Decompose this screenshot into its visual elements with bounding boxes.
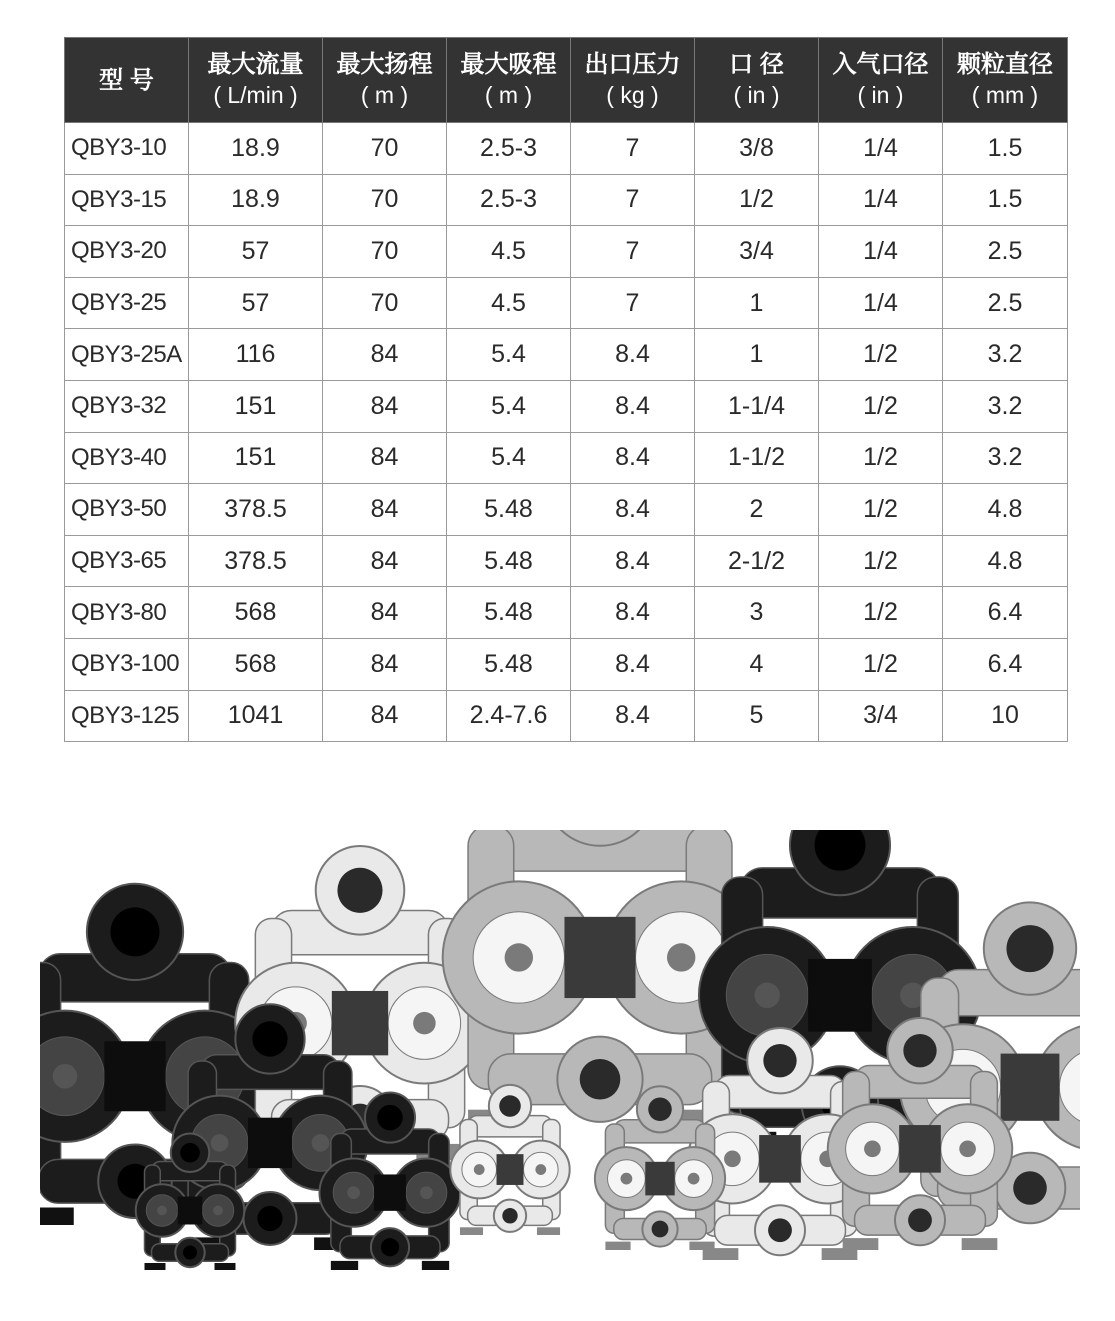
header-unit: ( kg ) bbox=[606, 82, 659, 108]
table-row bbox=[65, 432, 1068, 484]
model-cell: QBY3-125 bbox=[65, 690, 189, 742]
table-cell: 1/2 bbox=[819, 380, 943, 432]
model-cell: QBY3-40 bbox=[65, 432, 189, 484]
table-row bbox=[65, 535, 1068, 587]
header-name: 颗粒直径 bbox=[957, 51, 1053, 78]
table-cell: 3/4 bbox=[695, 226, 819, 278]
header-cell bbox=[695, 38, 819, 123]
table-cell: 378.5 bbox=[189, 535, 323, 587]
model-cell: QBY3-15 bbox=[65, 174, 189, 226]
model-cell: QBY3-65 bbox=[65, 535, 189, 587]
table-cell: 8.4 bbox=[571, 690, 695, 742]
table-cell: 378.5 bbox=[189, 484, 323, 536]
table-cell: 57 bbox=[189, 277, 323, 329]
table-cell: 1/2 bbox=[819, 432, 943, 484]
table-cell: 3 bbox=[695, 587, 819, 639]
pump-unit bbox=[450, 1085, 569, 1235]
table-cell: 151 bbox=[189, 380, 323, 432]
table-cell: 1/4 bbox=[819, 174, 943, 226]
table-cell: 84 bbox=[323, 484, 447, 536]
table-cell: 5.48 bbox=[447, 535, 571, 587]
header-cell bbox=[65, 38, 189, 123]
table-cell: 3.2 bbox=[943, 432, 1068, 484]
table-cell: 2.5-3 bbox=[447, 123, 571, 175]
table-cell: 84 bbox=[323, 535, 447, 587]
table-cell: 1/2 bbox=[819, 484, 943, 536]
table-cell: 5 bbox=[695, 690, 819, 742]
table-cell: 1/4 bbox=[819, 226, 943, 278]
table-cell: 8.4 bbox=[571, 432, 695, 484]
table-cell: 84 bbox=[323, 380, 447, 432]
table-cell: 5.4 bbox=[447, 432, 571, 484]
header-name: 口 径 bbox=[729, 51, 784, 78]
table-row bbox=[65, 226, 1068, 278]
table-cell: 4.8 bbox=[943, 535, 1068, 587]
table-cell: 6.4 bbox=[943, 638, 1068, 690]
table-cell: 2.4-7.6 bbox=[447, 690, 571, 742]
header-cell bbox=[323, 38, 447, 123]
table-cell: 2-1/2 bbox=[695, 535, 819, 587]
model-cell: QBY3-25A bbox=[65, 329, 189, 381]
table-cell: 1.5 bbox=[943, 123, 1068, 175]
table-cell: 1-1/4 bbox=[695, 380, 819, 432]
table-cell: 70 bbox=[323, 123, 447, 175]
header-cell bbox=[943, 38, 1068, 123]
model-cell: QBY3-10 bbox=[65, 123, 189, 175]
model-cell: QBY3-80 bbox=[65, 587, 189, 639]
table-row bbox=[65, 690, 1068, 742]
table-cell: 1/2 bbox=[819, 329, 943, 381]
table-header bbox=[65, 38, 1068, 123]
header-name: 最大吸程 bbox=[460, 51, 557, 78]
table-row bbox=[65, 329, 1068, 381]
table-body bbox=[65, 123, 1068, 742]
header-unit: ( in ) bbox=[733, 82, 780, 108]
header-cell bbox=[819, 38, 943, 123]
table-cell: 4 bbox=[695, 638, 819, 690]
table-cell: 2.5 bbox=[943, 226, 1068, 278]
table-row bbox=[65, 587, 1068, 639]
header-name: 出口压力 bbox=[584, 51, 681, 78]
table-cell: 8.4 bbox=[571, 329, 695, 381]
table-cell: 7 bbox=[571, 174, 695, 226]
header-row bbox=[65, 38, 1068, 123]
table-cell: 7 bbox=[571, 123, 695, 175]
table-cell: 70 bbox=[323, 226, 447, 278]
model-cell: QBY3-32 bbox=[65, 380, 189, 432]
table-cell: 4.8 bbox=[943, 484, 1068, 536]
table-cell: 5.48 bbox=[447, 587, 571, 639]
table-cell: 1.5 bbox=[943, 174, 1068, 226]
table-cell: 2.5-3 bbox=[447, 174, 571, 226]
pump-unit bbox=[235, 846, 485, 1160]
table-row bbox=[65, 277, 1068, 329]
table-cell: 568 bbox=[189, 587, 323, 639]
table-cell: 8.4 bbox=[571, 380, 695, 432]
table-cell: 1/2 bbox=[819, 638, 943, 690]
table-cell: 84 bbox=[323, 329, 447, 381]
table-cell: 84 bbox=[323, 432, 447, 484]
table-cell: 7 bbox=[571, 226, 695, 278]
header-name: 最大扬程 bbox=[336, 51, 433, 78]
table-cell: 1041 bbox=[189, 690, 323, 742]
table-row bbox=[65, 638, 1068, 690]
table-row bbox=[65, 484, 1068, 536]
table-cell: 2 bbox=[695, 484, 819, 536]
model-cell: QBY3-25 bbox=[65, 277, 189, 329]
table-cell: 4.5 bbox=[447, 226, 571, 278]
table-cell: 568 bbox=[189, 638, 323, 690]
table-cell: 3.2 bbox=[943, 329, 1068, 381]
table-cell: 1/4 bbox=[819, 123, 943, 175]
pump-spec-table bbox=[64, 37, 1068, 742]
header-cell bbox=[189, 38, 323, 123]
model-cell: QBY3-100 bbox=[65, 638, 189, 690]
table-cell: 4.5 bbox=[447, 277, 571, 329]
table-cell: 18.9 bbox=[189, 123, 323, 175]
table-cell: 1/4 bbox=[819, 277, 943, 329]
table-cell: 6.4 bbox=[943, 587, 1068, 639]
table-cell: 5.48 bbox=[447, 484, 571, 536]
table-cell: 5.48 bbox=[447, 638, 571, 690]
table-cell: 70 bbox=[323, 277, 447, 329]
table-cell: 8.4 bbox=[571, 638, 695, 690]
table-cell: 84 bbox=[323, 587, 447, 639]
header-unit: ( in ) bbox=[857, 82, 904, 108]
model-cell: QBY3-50 bbox=[65, 484, 189, 536]
table-row bbox=[65, 123, 1068, 175]
table-cell: 18.9 bbox=[189, 174, 323, 226]
table-cell: 2.5 bbox=[943, 277, 1068, 329]
header-name: 最大流量 bbox=[207, 51, 304, 78]
table-cell: 57 bbox=[189, 226, 323, 278]
header-unit: ( m ) bbox=[484, 82, 533, 108]
table-cell: 1/2 bbox=[819, 587, 943, 639]
table-cell: 3/8 bbox=[695, 123, 819, 175]
header-name: 入气口径 bbox=[832, 51, 929, 78]
table-cell: 1 bbox=[695, 277, 819, 329]
header-name: 型 号 bbox=[99, 66, 154, 94]
header-unit: ( L/min ) bbox=[213, 82, 298, 108]
table-cell: 84 bbox=[323, 690, 447, 742]
table-cell: 8.4 bbox=[571, 484, 695, 536]
header-cell bbox=[571, 38, 695, 123]
header-cell bbox=[447, 38, 571, 123]
table-row bbox=[65, 174, 1068, 226]
table-cell: 1-1/2 bbox=[695, 432, 819, 484]
header-unit: ( mm ) bbox=[971, 82, 1039, 108]
table-row bbox=[65, 380, 1068, 432]
table-cell: 70 bbox=[323, 174, 447, 226]
table-cell: 3.2 bbox=[943, 380, 1068, 432]
header-unit: ( m ) bbox=[360, 82, 409, 108]
table-cell: 5.4 bbox=[447, 329, 571, 381]
table-cell: 1/2 bbox=[695, 174, 819, 226]
table-cell: 116 bbox=[189, 329, 323, 381]
pump-product-photo bbox=[40, 830, 1080, 1280]
table-cell: 10 bbox=[943, 690, 1068, 742]
table-cell: 8.4 bbox=[571, 535, 695, 587]
table-cell: 5.4 bbox=[447, 380, 571, 432]
table-cell: 1 bbox=[695, 329, 819, 381]
table-cell: 84 bbox=[323, 638, 447, 690]
table-cell: 3/4 bbox=[819, 690, 943, 742]
table-cell: 7 bbox=[571, 277, 695, 329]
table-cell: 151 bbox=[189, 432, 323, 484]
table-cell: 1/2 bbox=[819, 535, 943, 587]
model-cell: QBY3-20 bbox=[65, 226, 189, 278]
table-cell: 8.4 bbox=[571, 587, 695, 639]
